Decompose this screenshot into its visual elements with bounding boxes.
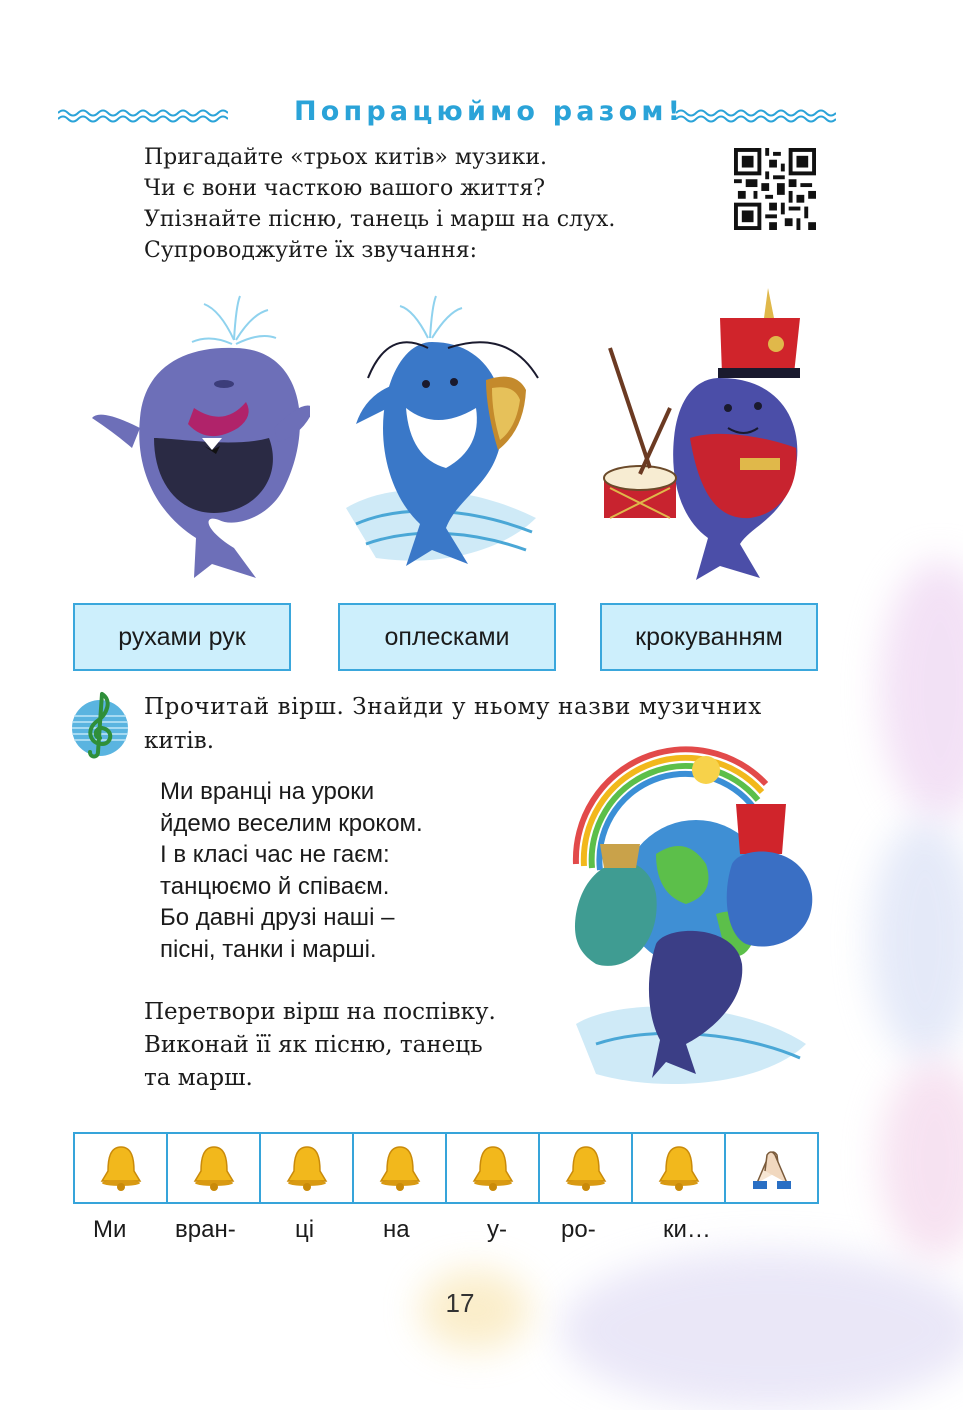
instruction-line: Перетвори вірш на поспівку. <box>144 999 496 1025</box>
bell-icon <box>284 1143 330 1193</box>
bell-icon <box>563 1143 609 1193</box>
section-heading <box>58 96 838 136</box>
task-line: Супроводжуйте їх звучання: <box>144 238 478 263</box>
bell-icon <box>98 1143 144 1193</box>
rhythm-cell <box>633 1134 726 1202</box>
label-clapping: оплесками <box>338 603 556 671</box>
syllable-row <box>73 1216 819 1250</box>
singing-whale-illustration <box>84 288 310 584</box>
bell-icon <box>377 1143 423 1193</box>
task-line: Упізнайте пісню, танець і марш на слух. <box>144 207 616 232</box>
rhythm-cell <box>726 1134 817 1202</box>
watercolor-splash <box>880 1060 963 1260</box>
syllable: у- <box>487 1216 507 1243</box>
heading-title: Попрацюймо разом! <box>294 96 685 127</box>
wave-divider-left <box>58 108 228 124</box>
syllable: ці <box>295 1216 315 1243</box>
syllable: ки… <box>663 1216 711 1243</box>
wave-divider-right <box>676 108 836 124</box>
syllable: на <box>383 1216 410 1243</box>
song-instructions <box>144 996 496 1095</box>
qr-code[interactable] <box>734 148 816 230</box>
dancing-whale-illustration <box>336 288 552 584</box>
bell-icon <box>191 1143 237 1193</box>
poem <box>160 776 423 965</box>
clapping-hands-icon <box>749 1143 795 1193</box>
treble-clef-icon <box>68 690 132 760</box>
rhythm-cell <box>540 1134 633 1202</box>
task-line: Пригадайте «трьох китів» музики. <box>144 145 548 170</box>
reading-task-line: китів. <box>144 728 215 754</box>
rhythm-cell <box>447 1134 540 1202</box>
label-hand-movements: рухами рук <box>73 603 291 671</box>
poem-line: І в класі час не гаєм: <box>160 841 390 868</box>
rhythm-cell <box>261 1134 354 1202</box>
rhythm-cell <box>354 1134 447 1202</box>
marching-whale-drummer-illustration <box>600 288 810 584</box>
rhythm-cell <box>75 1134 168 1202</box>
watercolor-splash <box>560 1250 963 1410</box>
poem-line: Бо давні друзі наші – <box>160 904 395 931</box>
page-number: 17 <box>445 1288 475 1318</box>
watercolor-splash <box>870 820 963 1060</box>
whales-around-globe-illustration <box>566 744 818 1100</box>
rhythm-cell <box>168 1134 261 1202</box>
syllable: вран- <box>175 1216 236 1243</box>
poem-line: Ми вранці на уроки <box>160 778 375 805</box>
label-marching: крокуванням <box>600 603 818 671</box>
rhythm-grid <box>73 1132 819 1204</box>
bell-icon <box>656 1143 702 1193</box>
poem-line: танцюємо й співаєм. <box>160 872 390 900</box>
task-instructions <box>144 142 724 266</box>
syllable: Ми <box>93 1216 127 1243</box>
instruction-line: та марш. <box>144 1065 253 1091</box>
reading-task-line: Прочитай вірш. Знайди у ньому назви музичних <box>144 694 762 720</box>
syllable: ро- <box>561 1216 596 1243</box>
instruction-line: Виконай її як пісню, танець <box>144 1032 483 1058</box>
watercolor-splash <box>880 560 963 820</box>
bell-icon <box>470 1143 516 1193</box>
poem-line: пісні, танки і марші. <box>160 935 377 963</box>
task-line: Чи є вони часткою вашого життя? <box>144 176 546 201</box>
poem-line: йдемо веселим кроком. <box>160 809 423 837</box>
